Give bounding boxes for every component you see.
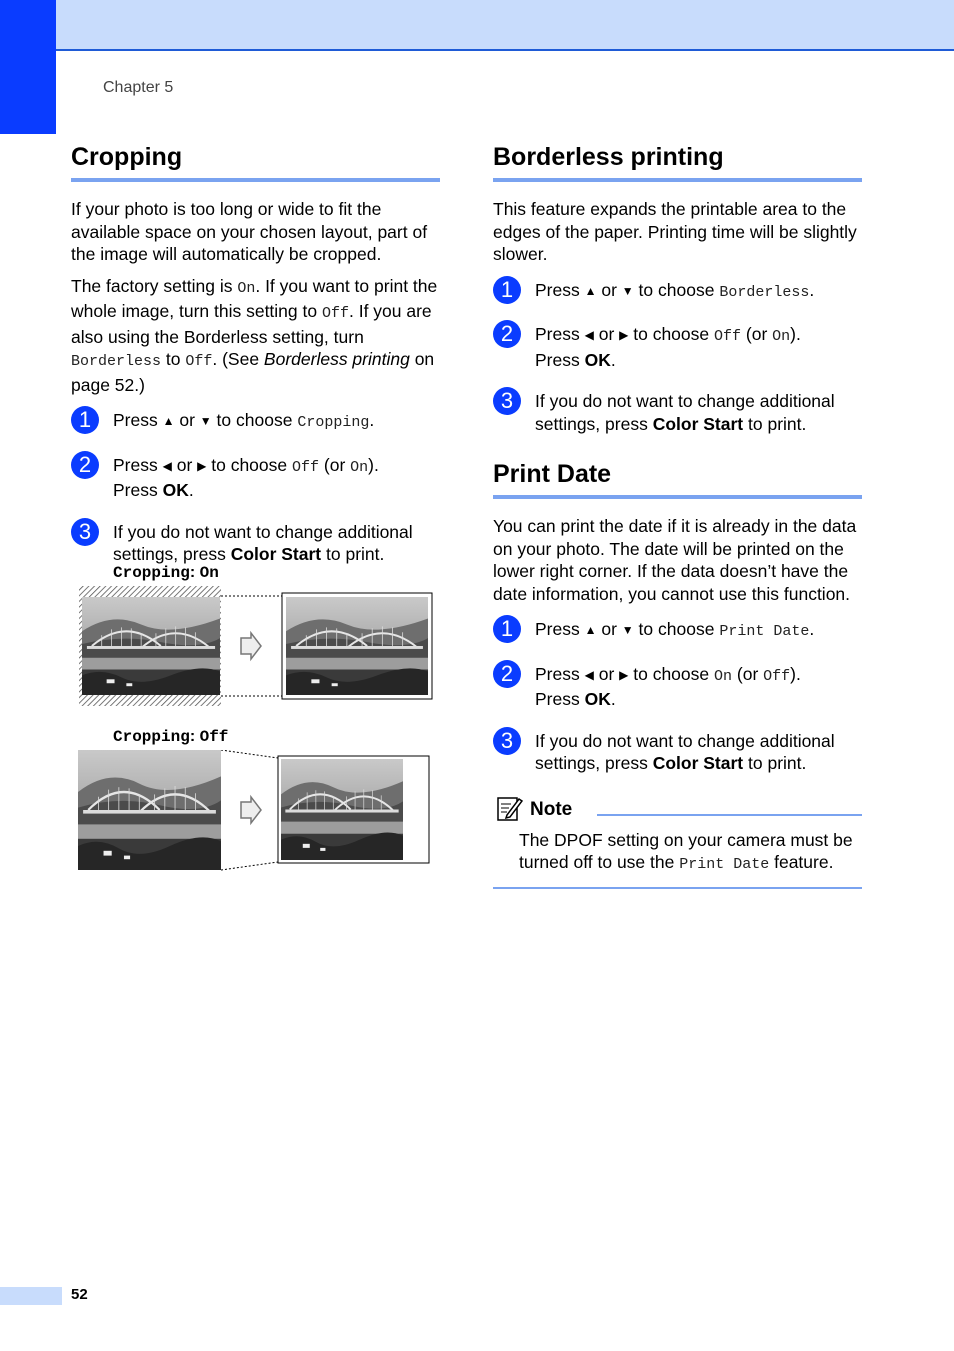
cropping-para-1: If your photo is too long or wide to fit the available space on your chosen layout, part of the image will automatically be cropped. <box>71 199 428 264</box>
note-divider <box>597 814 862 816</box>
step-3: 3 If you do not want to change additional settings, press Color Start to print. <box>493 730 862 775</box>
step-number-badge: 2 <box>493 660 521 688</box>
down-arrow-icon: ▼ <box>621 283 634 298</box>
print-date-para: You can print the date if it is already in the data on your photo. The date will be printed on the lower right corner. If the data doesn’t have the date information, you cannot use this function. <box>493 516 857 604</box>
print-date-heading: Print Date <box>493 459 862 499</box>
caption-cropping-off: Cropping: Off <box>113 728 229 746</box>
cross-reference: Borderless printing <box>263 349 410 369</box>
step-2: 2 Press ◀ or ▶ to choose Off (or On). Press OK. <box>493 323 862 371</box>
pencil-note-icon <box>497 795 523 821</box>
step-number-badge: 3 <box>493 727 521 755</box>
right-arrow-icon: ▶ <box>619 328 629 342</box>
step-number-badge: 3 <box>493 387 521 415</box>
left-arrow-icon: ◀ <box>584 667 594 682</box>
down-arrow-icon: ▼ <box>199 414 212 428</box>
step-1: 1 Press ▲ or ▼ to choose Cropping. <box>71 409 440 435</box>
borderless-heading: Borderless printing <box>493 142 862 182</box>
step-2: 2 Press ◀ or ▶ to choose On (or Off). Press OK. <box>493 663 862 711</box>
step-3: 3 If you do not want to change additional settings, press Color Start to print. <box>493 390 862 435</box>
up-arrow-icon: ▲ <box>584 623 597 637</box>
step-number-badge: 1 <box>71 406 99 434</box>
left-arrow-icon: ◀ <box>162 458 172 473</box>
step-number-badge: 2 <box>71 451 99 479</box>
cropping-heading: Cropping <box>71 142 440 182</box>
arrow-right-icon <box>241 633 261 659</box>
note-title: Note <box>530 798 573 820</box>
top-band <box>0 0 954 51</box>
step-2: 2 Press ◀ or ▶ to choose Off (or On). Press OK. <box>71 454 440 502</box>
step-number-badge: 2 <box>493 320 521 348</box>
right-column <box>493 142 862 889</box>
cropping-off-illustration <box>78 750 438 872</box>
step-1: 1 Press ▲ or ▼ to choose Borderless. <box>493 279 862 305</box>
cropping-section <box>71 142 440 585</box>
cropping-steps <box>71 409 440 566</box>
right-arrow-icon: ▶ <box>197 458 207 473</box>
step-number-badge: 1 <box>493 615 521 643</box>
chapter-tab <box>0 0 56 134</box>
note-text: The DPOF setting on your camera must be turned off to use the Print Date feature. <box>519 829 853 873</box>
borderless-steps <box>493 276 862 436</box>
right-arrow-icon: ▶ <box>619 667 629 682</box>
step-number-badge: 3 <box>71 518 99 546</box>
down-arrow-icon: ▼ <box>621 623 634 637</box>
step-1: 1 Press ▲ or ▼ to choose Print Date. <box>493 618 862 644</box>
cropping-on-illustration <box>78 585 438 707</box>
up-arrow-icon: ▲ <box>584 283 597 298</box>
caption-cropping-on: Cropping: On <box>113 564 219 582</box>
note-box <box>493 795 862 889</box>
borderless-para: This feature expands the printable area to the edges of the paper. Printing time will be slightly slower. <box>493 199 857 264</box>
cropping-para-2: The factory setting is On. If you want to print the whole image, turn this setting to Off. If you are also using the Borderless setting, turn Borderless to Off. (See Borderless printing on page 52.) <box>71 275 438 395</box>
print-date-steps <box>493 618 862 775</box>
step-number-badge: 1 <box>493 276 521 304</box>
page-number-bar <box>0 1287 62 1305</box>
chapter-label: Chapter 5 <box>103 79 174 96</box>
page-number: 52 <box>71 1286 88 1303</box>
step-3: 3 If you do not want to change additional settings, press Color Start to print. <box>71 521 440 566</box>
left-arrow-icon: ◀ <box>584 328 594 342</box>
up-arrow-icon: ▲ <box>162 414 175 428</box>
